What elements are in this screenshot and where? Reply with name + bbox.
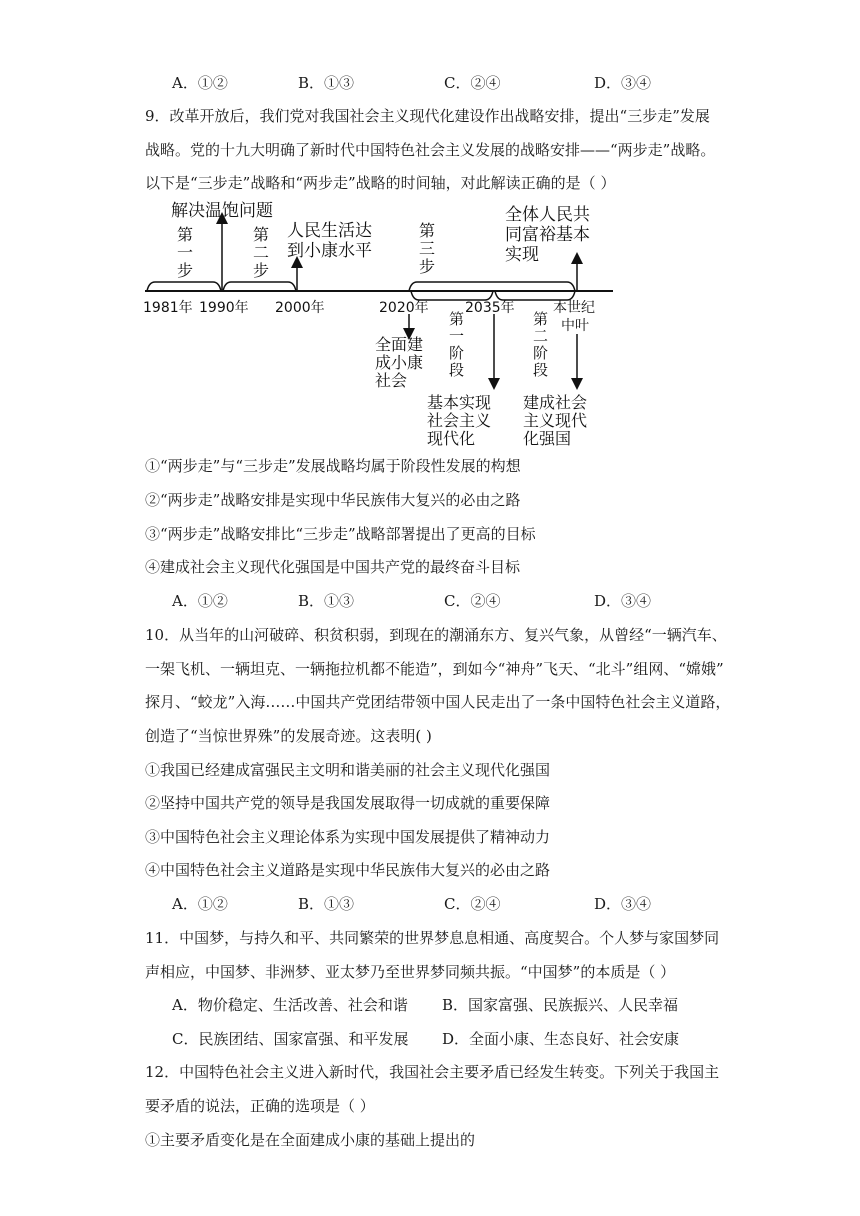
step1-bracket [147,282,221,291]
q9-option-b: B．①③ [298,592,355,610]
step2-bracket [223,282,296,291]
q10-option-c: C．②④ [444,895,501,913]
q11-option-c: C．民族团结、国家富强、和平发展 [172,1030,409,1048]
step3-bracket [409,282,575,291]
q10-option-b: B．①③ [298,895,355,913]
year-2000: 2000年 [275,300,325,316]
q9-stem-line-3: 以下是“三步走”战略和“两步走”战略的时间轴，对此解读正确的是（ ） [145,174,616,192]
q10-item-3: ③中国特色社会主义理论体系为实现中国发展提供了精神动力 [145,828,551,846]
q10-stem-line-4: 创造了“当惊世界殊”的发展奇迹。这表明( ) [145,727,432,745]
strategy-timeline-diagram [143,196,623,448]
goal-midcentury-top-label: 全体人民共 同富裕基本 实现 [505,205,590,265]
q10-item-4: ④中国特色社会主义道路是实现中华民族伟大复兴的必由之路 [145,861,551,879]
q9-item-1: ①“两步走”与“三步走”发展战略均属于阶段性发展的构想 [145,457,521,475]
year-2020: 2020年 [379,300,429,316]
q10-stem-line-1: 10．从当年的山河破碎、积贫积弱，到现在的潮涌东方、复兴气象，从曾经“一辆汽车、 [145,626,727,644]
goal-1990-label: 解决温饱问题 [171,201,273,221]
q11-option-b: B．国家富强、民族振兴、人民幸福 [442,996,679,1014]
q12-stem-line-2: 要矛盾的说法，正确的选项是（ ） [145,1097,375,1115]
step2-label: 第 二 步 [253,225,270,280]
step1-label: 第 一 步 [177,225,194,280]
year-1981: 1981年 [143,300,193,316]
q10-option-a: A．①② [172,895,228,913]
midcentury-label-2: 中叶 [561,318,589,334]
step3-label: 第 三 步 [419,221,436,276]
q10-option-d: D．③④ [594,895,652,913]
q9-item-3: ③“两步走”战略安排比“三步走”战略部署提出了更高的目标 [145,525,536,543]
q9-option-d: D．③④ [594,592,652,610]
q10-item-1: ①我国已经建成富强民主文明和谐美丽的社会主义现代化强国 [145,761,551,779]
q11-stem-line-1: 11．中国梦，与持久和平、共同繁荣的世界梦息息相通、高度契合。个人梦与家国梦同 [145,929,720,947]
q9-item-4: ④建成社会主义现代化强国是中国共产党的最终奋斗目标 [145,558,521,576]
q9-option-c: C．②④ [444,592,501,610]
q9-stem-line-1: 9．改革开放后，我们党对我国社会主义现代化建设作出战略安排，提出“三步走”发展 [145,107,710,125]
q9-item-2: ②“两步走”战略安排是实现中华民族伟大复兴的必由之路 [145,491,521,509]
q12-stem-line-1: 12．中国特色社会主义进入新时代，我国社会主要矛盾已经发生转变。下列关于我国主 [145,1063,720,1081]
stage1-label: 第 一 阶 段 [449,310,465,379]
goal-2035-label: 基本实现 社会主义 现代化 [427,393,492,448]
goal-2020-label: 全面建 成小康 社会 [375,335,424,390]
q10-item-2: ②坚持中国共产党的领导是我国发展取得一切成就的重要保障 [145,794,551,812]
q8-option-c: C．②④ [444,74,501,92]
q8-option-b: B．①③ [298,74,355,92]
stage2-bracket [495,291,575,300]
year-1990: 1990年 [199,300,249,316]
stage2-label: 第 二 阶 段 [533,310,549,379]
stage1-bracket [411,291,493,300]
q8-option-d: D．③④ [594,74,652,92]
q9-option-a: A．①② [172,592,228,610]
year-2035: 2035年 [465,300,515,316]
q11-option-d: D．全面小康、生态良好、社会安康 [442,1030,680,1048]
q9-stem-line-2: 战略。党的十九大明确了新时代中国特色社会主义发展的战略安排——“两步走”战略。 [145,141,716,159]
midcentury-label-1: 本世纪 [553,300,595,316]
q10-stem-line-3: 探月、“蛟龙”入海……中国共产党团结带领中国人民走出了一条中国特色社会主义道路， [145,693,731,711]
goal-2000-label: 人民生活达 到小康水平 [287,221,372,261]
goal-midcentury-bottom-label: 建成社会 主义现代 化强国 [523,393,588,448]
q11-option-a: A．物价稳定、生活改善、社会和谐 [172,996,408,1014]
q8-option-a: A．①② [172,74,228,92]
q12-item-1: ①主要矛盾变化是在全面建成小康的基础上提出的 [145,1131,476,1149]
q10-stem-line-2: 一架飞机、一辆坦克、一辆拖拉机都不能造”，到如今“神舟”飞天、“北斗”组网、“嫦娥” [145,660,724,678]
q11-stem-line-2: 声相应，中国梦、非洲梦、亚太梦乃至世界梦同频共振。“中国梦”的本质是（ ） [145,963,676,981]
